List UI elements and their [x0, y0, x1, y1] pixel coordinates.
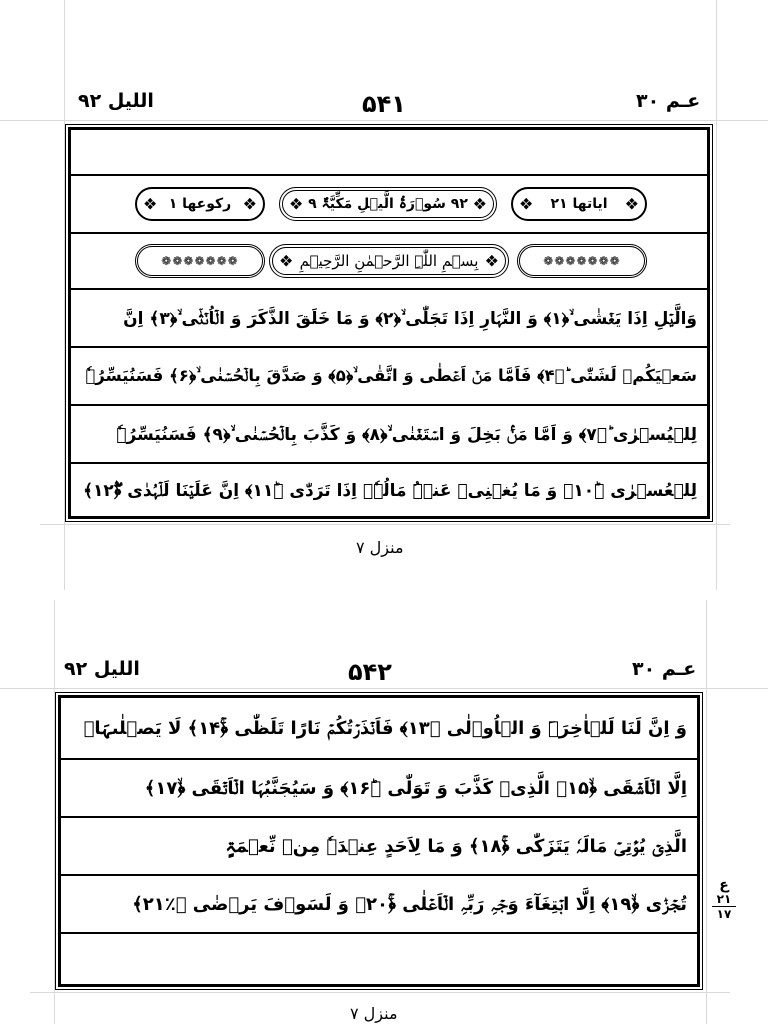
trim-line: [64, 0, 65, 590]
surah-title: ❖ ۹۲ سُوۡرَۃُ الَّیۡلِ مَکِّیَّۃٌ ۹: [308, 196, 468, 212]
page2-text-frame: [58, 695, 700, 987]
ayah-line-text: الَّذِیۡ یُؤۡتِیۡ مَالَہٗ یَتَزَکّٰی ﴿ۚ۱۸﴾ وَ مَا لِاَحَدٍ عِنۡدَہٗ مِنۡ نِّعۡمَۃٍ: [225, 835, 687, 857]
surah-reference: اللیل ۹۲: [64, 658, 140, 680]
surah-reference: اللیل ۹۲: [78, 90, 154, 112]
surah-title-cartouche: [279, 187, 497, 221]
ruku-count-cartouche: [135, 187, 265, 221]
ruku-count: ❖ رکوعھا ۱: [168, 196, 232, 212]
bismillah-row: [71, 234, 707, 290]
ayah-line: [71, 290, 707, 348]
ayah-line: [61, 760, 697, 818]
para-reference: عـم ۳۰: [636, 90, 701, 112]
ayah-line: [71, 464, 707, 516]
ruku-ayah-count: ۱۷: [716, 907, 732, 921]
ayah-line-text: لِلۡیُسۡرٰی ؕ﴿۷﴾ وَ اَمَّا مَنۡۢ بَخِلَ وَ اسۡتَغۡنٰی ۙ﴿۸﴾ وَ کَذَّبَ بِالۡحُسۡنٰی ۙ﴿۹﴾ فَسَنُیَسِّرُہٗ: [116, 424, 697, 445]
trim-line: [0, 688, 768, 689]
ayah-line: [61, 876, 697, 934]
ayah-line: [61, 818, 697, 876]
ayah-line: [71, 348, 707, 406]
ayah-line-text: وَ اِنَّ لَنَا لَلۡاٰخِرَۃَ وَ الۡاُوۡلٰی ﴿۱۳﴾ فَاَنۡذَرۡتُکُمۡ نَارًا تَلَظّٰی ﴿ۚ۱۴﴾ لَا یَصۡلٰىہَاۤ: [83, 717, 687, 739]
page2-header: [0, 658, 768, 688]
ayah-line-text: تُجۡزٰۤی ﴿ۙ۱۹﴾ اِلَّا ابۡتِغَآءَ وَجۡہِ رَبِّہِ الۡاَعۡلٰی ﴿ۚ۲۰﴾ وَ لَسَوۡفَ یَرۡضٰی ﴿٪۲۱﴾: [132, 893, 687, 915]
page-number: ۵۴۲: [348, 658, 392, 686]
ayah-line-text: اِلَّا الۡاَشۡقَی ﴿ۙ۱۵﴾ الَّذِیۡ کَذَّبَ وَ تَوَلّٰی ﴿ؕ۱۶﴾ وَ سَیُجَنَّبُہَا الۡاَتۡقَی ﴿ۙ۱۷﴾: [144, 777, 687, 799]
bismillah-cartouche: [269, 244, 509, 278]
page-number: ۵۴۱: [362, 90, 406, 118]
page1-footer: منزل ۷: [356, 538, 404, 557]
trim-line: [40, 524, 730, 525]
empty-row: [61, 934, 697, 984]
ayah-count-cartouche: [511, 187, 647, 221]
page1-header: [0, 90, 768, 120]
trim-line: [30, 992, 730, 993]
trim-line: [0, 120, 768, 121]
surah-header-row: [71, 176, 707, 234]
ornament-left: ❁❁❁❁❁❁❁: [135, 244, 265, 278]
ruku-ayah-number: ۲۱: [712, 892, 736, 907]
ayah-line: [61, 698, 697, 760]
page2-footer: منزل ۷: [350, 1004, 398, 1023]
page1-text-frame: [68, 127, 710, 519]
ayah-count: ❖ ایاتھا ۲۱: [550, 196, 608, 212]
ayah-line-text: وَالَّیۡلِ اِذَا یَغۡشٰی ۙ﴿۱﴾ وَ النَّہَارِ اِذَا تَجَلّٰی ۙ﴿۲﴾ وَ مَا خَلَقَ الذَّکَرَ وَ الۡاُنۡثٰۤی ۙ﴿۳﴾ اِنَّ: [123, 308, 697, 329]
ornament-right: ❁❁❁❁❁❁❁: [517, 244, 647, 278]
trim-line: [716, 0, 717, 590]
ayah-line: [71, 406, 707, 464]
ayah-line-text: سَعۡیَکُمۡ لَشَتّٰی ؕ﴿۴﴾ فَاَمَّا مَنۡ اَعۡطٰی وَ اتَّقٰی ۙ﴿۵﴾ وَ صَدَّقَ بِالۡحُسۡنٰی ۙ﴿۶﴾ فَسَنُیَسِّرُہٗ: [85, 366, 697, 385]
bismillah: ❖ بِسۡمِ اللّٰہِ الرَّحۡمٰنِ الرَّحِیۡمِ: [299, 252, 479, 270]
ruku-side-mark: [712, 878, 736, 921]
empty-row: [71, 130, 707, 176]
para-reference: عـم ۳۰: [632, 658, 697, 680]
ayah-line-text: لِلۡعُسۡرٰی ﴿ؕ۱۰﴾ وَ مَا یُغۡنِیۡ عَنۡہُ مَالُہٗۤ اِذَا تَرَدّٰی ﴿ؕ۱۱﴾ اِنَّ عَلَیۡنَا لَلۡہُدٰی ﴿۫ۖ۱۲﴾: [83, 480, 697, 501]
ruku-symbol: ع: [719, 877, 729, 893]
